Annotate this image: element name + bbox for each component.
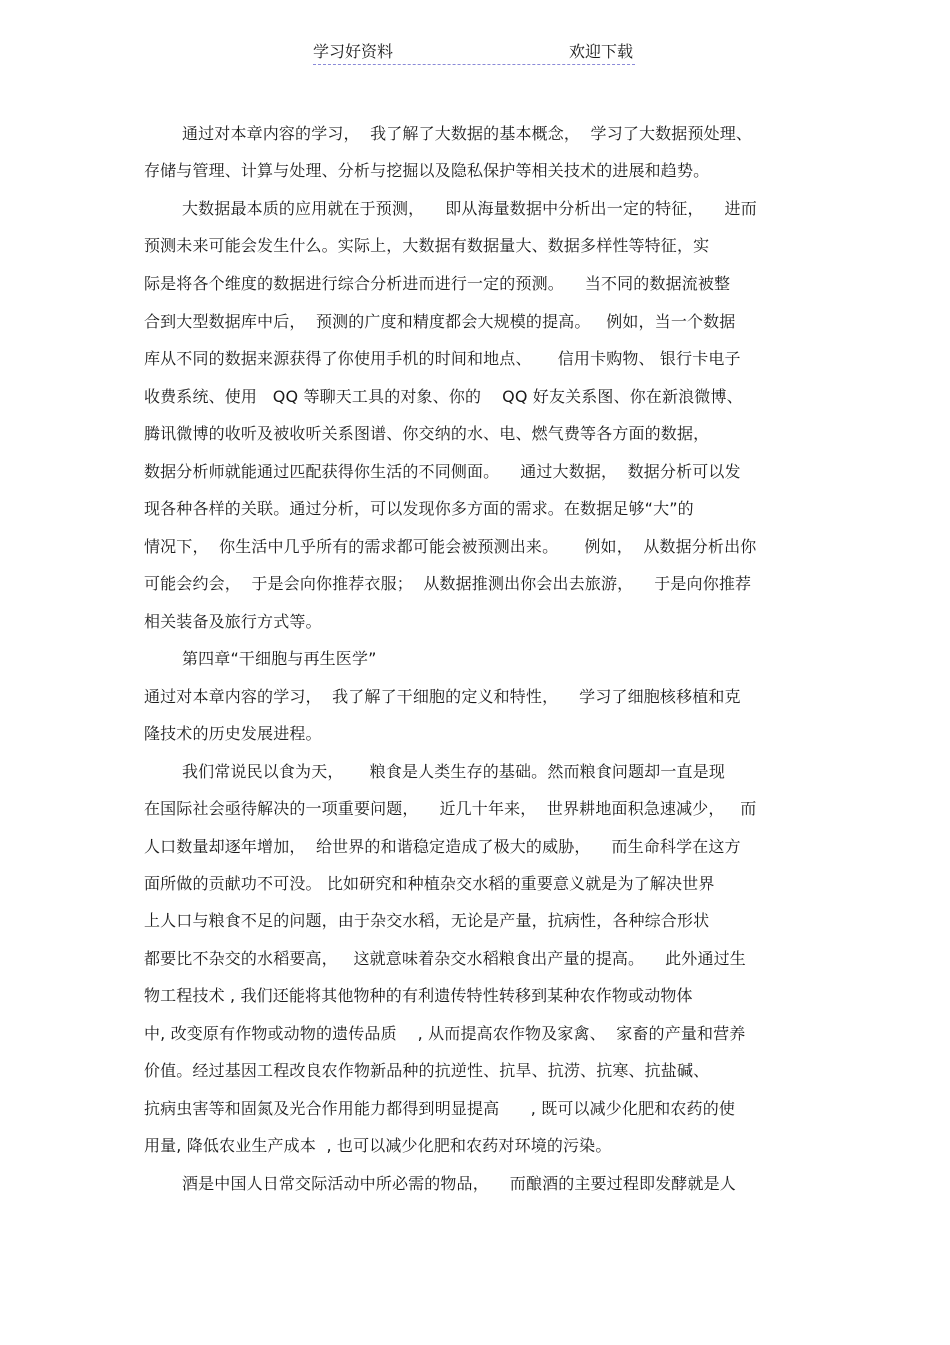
text-line: 大数据最本质的应用就在于预测， 即从海量数据中分析出一定的特征， 进而	[182, 199, 757, 218]
text-line: 在国际社会亟待解决的一项重要问题， 近几十年来， 世界耕地面积急速减少， 而	[144, 799, 757, 818]
text-line: 收费系统、使用 QQ 等聊天工具的对象、你的 QQ 好友关系图、你在新浪微博、	[144, 387, 743, 406]
text-line: 抗病虫害等和固氮及光合作用能力都得到明显提高 , 既可以减少化肥和农药的使	[144, 1099, 735, 1118]
text-line: 面所做的贡献功不可没。 比如研究和种植杂交水稻的重要意义就是为了解决世界	[144, 874, 715, 893]
text-line: 通过对本章内容的学习， 我了解了干细胞的定义和特性， 学习了细胞核移植和克	[144, 687, 741, 706]
page-header	[313, 40, 635, 65]
text-line: 现各种各样的关联。通过分析，可以发现你多方面的需求。在数据足够“大”的	[144, 499, 694, 518]
text-line: 人口数量却逐年增加， 给世界的和谐稳定造成了极大的威胁， 而生命科学在这方	[144, 837, 741, 856]
text-line: 用量, 降低农业生产成本 , 也可以减少化肥和农药对环境的污染。	[144, 1136, 612, 1155]
text-line: 存储与管理、计算与处理、分析与挖掘以及隐私保护等相关技术的进展和趋势。	[144, 161, 710, 180]
text-line: 隆技术的历史发展进程。	[144, 724, 322, 743]
header-right-text: 欢迎下载	[568, 42, 633, 61]
text-line: 酒是中国人日常交际活动中所必需的物品， 而酿酒的主要过程即发酵就是人	[182, 1174, 736, 1193]
text-line: 预测未来可能会发生什么。实际上，大数据有数据量大、数据多样性等特征，实	[144, 236, 710, 255]
text-line: 中, 改变原有作物或动物的遗传品质 , 从而提高农作物及家禽、 家畜的产量和营养	[144, 1024, 746, 1043]
text-line: 合到大型数据库中后， 预测的广度和精度都会大规模的提高。 例如，当一个数据	[144, 312, 736, 331]
text-line: 通过对本章内容的学习， 我了解了大数据的基本概念， 学习了大数据预处理、	[182, 124, 753, 143]
text-line: 腾讯微博的收听及被收听关系图谱、你交纳的水、电、燃气费等各方面的数据，	[144, 424, 710, 443]
text-line: 都要比不杂交的水稻要高， 这就意味着杂交水稻粮食出产量的提高。 此外通过生	[144, 949, 746, 968]
text-line: 库从不同的数据来源获得了你使用手机的时间和地点、 信用卡购物、 银行卡电子	[144, 349, 741, 368]
text-line: 际是将各个维度的数据进行综合分析进而进行一定的预测。 当不同的数据流被整	[144, 274, 731, 293]
text-line: 物工程技术 , 我们还能将其他物种的有利遗传特性转移到某种农作物或动物体	[144, 986, 693, 1005]
header-left-text: 学习好资料	[313, 42, 394, 61]
text-line: 情况下， 你生活中几乎所有的需求都可能会被预测出来。 例如， 从数据分析出你	[144, 537, 757, 556]
text-line: 可能会约会， 于是会向你推荐衣服； 从数据推测出你会出去旅游， 于是向你推荐	[144, 574, 752, 593]
chapter-heading: 第四章“干细胞与再生医学”	[182, 649, 377, 668]
text-line: 数据分析师就能通过匹配获得你生活的不同侧面。 通过大数据， 数据分析可以发	[144, 462, 741, 481]
text-line: 相关装备及旅行方式等。	[144, 612, 322, 631]
text-line: 我们常说民以食为天， 粮食是人类生存的基础。然而粮食问题却一直是现	[182, 762, 725, 781]
text-line: 价值。经过基因工程改良农作物新品种的抗逆性、抗旱、抗涝、抗寒、抗盐碱、	[144, 1061, 710, 1080]
text-line: 上人口与粮食不足的问题，由于杂交水稻，无论是产量，抗病性，各种综合形状	[144, 911, 710, 930]
